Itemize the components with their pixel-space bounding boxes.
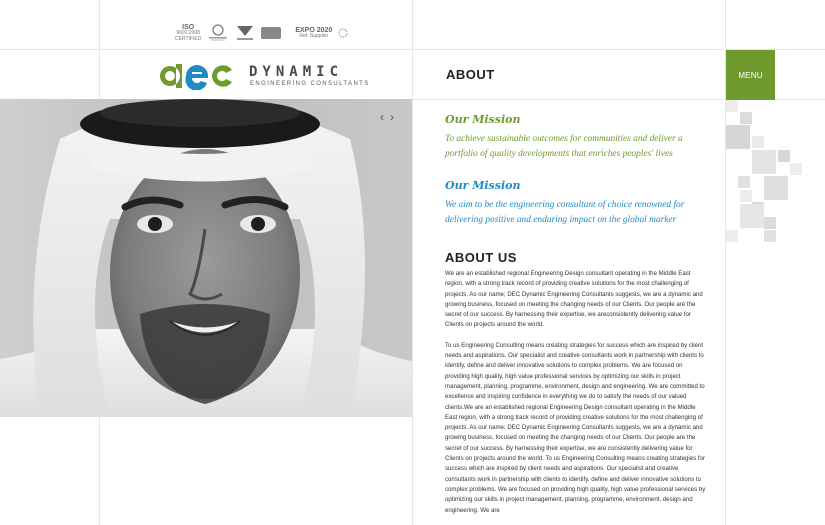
hero-portrait-image (0, 99, 412, 417)
menu-button[interactable]: MENU (726, 50, 775, 100)
grid-line (412, 0, 413, 525)
logo-subtitle: ENGINEERING CONSULTANTS (250, 81, 370, 87)
expo-badge (295, 23, 332, 43)
iso-label: ISO (182, 24, 195, 32)
iso-badge (175, 23, 201, 43)
expo-label: EXPO 2020 (295, 26, 333, 34)
about-content (445, 113, 707, 516)
iso-certified: CERTIFIED (175, 35, 202, 42)
logo-name: DYNAMIC (249, 64, 344, 80)
mission-title: Our Mission (445, 113, 521, 126)
expo-emblem-icon (338, 23, 348, 43)
mission-text: To achieve sustainable outcomes for communities and deliver a portfolio of quality developments that enriches peoples' lives (445, 134, 683, 159)
accreditation-icon (207, 23, 229, 43)
about-us-heading: ABOUT US (445, 250, 517, 265)
dec-logo-mark (156, 62, 242, 90)
vision-block (445, 179, 707, 228)
grid-line (0, 49, 825, 50)
dubai-sme-icon (235, 23, 255, 43)
expo-supplier: Ref. Supplier (299, 33, 329, 40)
chevron-left-icon[interactable]: ‹ (380, 110, 384, 124)
iso-standard: 9001:2008 (176, 30, 200, 37)
company-logo[interactable] (156, 62, 370, 92)
building-cert-icon (261, 23, 281, 43)
page-title: ABOUT (446, 67, 495, 82)
mission-block (445, 113, 707, 162)
about-paragraph: We are an established regional Engineering Design consultant operating in the Middle East region, with a strong track record of providing creative solutions for the most challenging of projects. As our name; DEC Dynamic Engineering Consultants suggests, we are a dynamic and growing business, focused on meeting the changing needs of our Clients. Our people are the secret of our success. By harnessing their expertise, we areconsistently delivering value for Clients on projects around the world. (445, 270, 703, 329)
vision-text: We aim to be the engineering consultant of choice renowned for delivering positive and enduring impact on the global marker (445, 200, 685, 225)
hero-slider-controls (380, 110, 394, 124)
about-paragraph: To us Engineering Consulting means creating strategies for success which are inspired by client needs and aspirations. Our specialist and creative consultants work in partnership with clients to identify, define and deliver innovative solutions to complex problems. We are focused on providing high quality, high value professional services by optimizing our skills in project management, planning, programme, environment, design and engineering. We are committed to excellence and inspiring confidence in everything we do to satisfy the needs of our valued clients.We are an established regional Engineering Design consultant operating in the Middle East region, with a strong track record of providing creative solutions for the most challenging of projects. As our name; DEC Dynamic Engineering Consultants suggests, we are a dynamic and growing business, focused on meeting the changing needs of our Clients. Our people are the secret of our success. By harnessing their expertise, we are consistently delivering value for Clients on projects around the world. To us Engineering Consulting means creating strategies for success which are inspired by client needs and aspirations. Our specialist and creative consultants work in partnership with clients to identify, define and deliver innovative solutions to complex problems. We are focused on providing high quality, high value professional services by optimizing our skills in project management, planning, programme, environment, design and engineering. We are (445, 341, 706, 514)
vision-title: Our Mission (445, 179, 521, 192)
certification-strip (175, 22, 348, 44)
chevron-right-icon[interactable]: › (390, 110, 394, 124)
